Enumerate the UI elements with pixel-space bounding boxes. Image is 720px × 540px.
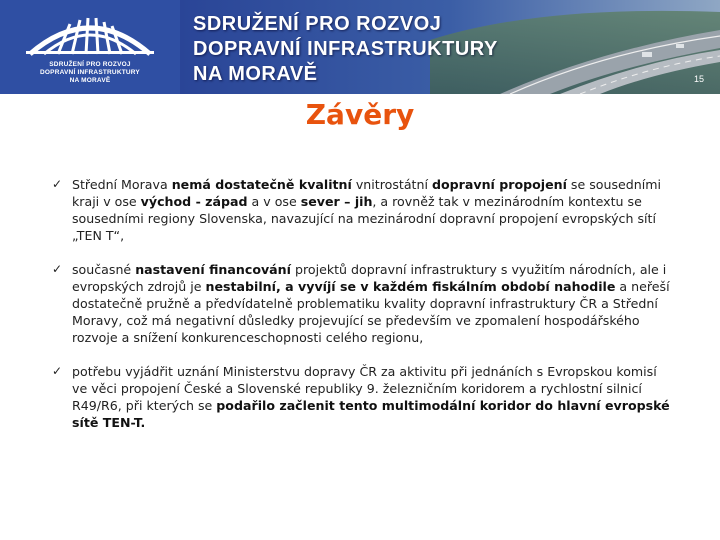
checkmark-icon: ✓ — [52, 262, 63, 276]
header-title-line-2: DOPRAVNÍ INFRASTRUKTURY — [193, 38, 498, 60]
logo — [0, 0, 180, 94]
page-number: 15 — [693, 74, 704, 84]
bullet-item — [50, 176, 675, 244]
logo-line-1: SDRUŽENÍ PRO ROZVOJ — [49, 61, 131, 68]
header-title — [193, 12, 498, 87]
bullet-list — [50, 176, 675, 448]
slide-title: Závěry — [305, 98, 415, 131]
bullet-item — [50, 261, 675, 346]
checkmark-icon: ✓ — [52, 364, 63, 378]
bullet-item — [50, 363, 675, 431]
bullet-text: Střední Morava nemá dostatečně kvalitní vnitrostátní dopravní propojení se sousedními kraji v ose východ - západ a v ose sever – jih, a rovněž tak v mezinárodním kontextu se sousedními regiony Slovenska, navazující na mezinárodní dopravní propojení evropských sítí „TEN T“, — [72, 177, 662, 243]
header-title-line-1: SDRUŽENÍ PRO ROZVOJ — [193, 13, 442, 35]
logo-line-2: DOPRAVNÍ INFRASTRUKTURY — [40, 69, 140, 76]
bullet-text: současné nastavení financování projektů dopravní infrastruktury s využitím národních, ale i evropských zdrojů je nestabilní, a vyvíjí se v každém fiskálním období nahodile a neřeší dostatečně pružně a předvídatelně problematiku kvality dopravní infrastruktury ČR a Střední Moravy, což má negativní důsledky projevující se především ve zpomalení hospodářského rozvoje a snížení konkurenceschopnosti celého regionu, — [72, 262, 670, 345]
checkmark-icon: ✓ — [52, 177, 63, 191]
header-title-line-3: NA MORAVĚ — [193, 63, 318, 85]
bridge-logo-icon — [24, 10, 156, 56]
header-banner — [0, 0, 720, 94]
logo-line-3: NA MORAVĚ — [69, 77, 111, 84]
bullet-text: potřebu vyjádřit uznání Ministerstvu dopravy ČR za aktivitu při jednáních s Evropskou komisí ve věci propojení České a Slovenské republiky 9. železničním koridorem a rychlostní silnicí R49/R6, při kterých se podařilo začlenit tento multimodální koridor do hlavní evropské sítě TEN-T. — [72, 364, 670, 430]
